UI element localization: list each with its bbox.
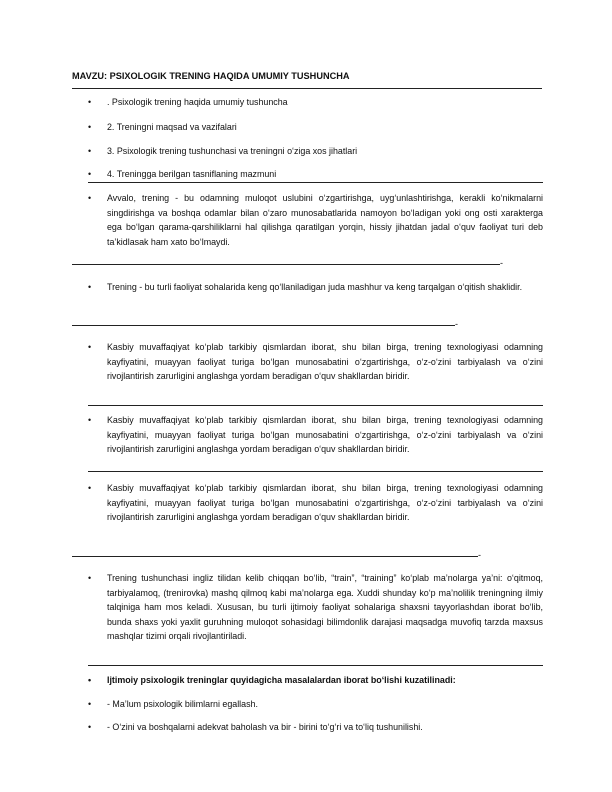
- list-item-text: - O‘zini va boshqalarni adekvat baholash va bir - birini to‘g‘ri va to‘liq tushunilishi.: [107, 722, 423, 732]
- list-item: [88, 673, 543, 689]
- separator-tail: -: [455, 319, 458, 329]
- list-item: [88, 280, 543, 310]
- bullet-icon: •: [88, 122, 92, 132]
- list-item-text: 3. Psixologik trening tushunchasi va treningni o‘ziga xos jihatlari: [107, 146, 358, 156]
- list-item: [88, 340, 543, 400]
- list-item-text: Trening - bu turli faoliyat sohalarida keng qo‘llaniladigan juda mashhur va keng tarqalgan o‘qitish shaklidir.: [107, 282, 523, 292]
- bullet-icon: •: [88, 97, 92, 107]
- list-item: [88, 144, 543, 160]
- list-item: [88, 720, 543, 736]
- list-item: [88, 191, 543, 251]
- bullet-icon: •: [88, 483, 92, 493]
- bullet-icon: •: [88, 573, 92, 583]
- list-item: [88, 413, 543, 473]
- bullet-icon: •: [88, 282, 92, 292]
- bullet-icon: •: [88, 415, 92, 425]
- item-underline: [88, 665, 543, 666]
- list-item-text: - Ma’lum psixologik bilimlarni egallash.: [107, 699, 258, 709]
- list-item-text: Avvalo, trening - bu odamning muloqot uslubini o‘zgartirishga, uyg‘unlashtirishga, kerakli ko‘nikmalarni singdirishga va boshqa odamlar bilan o‘zaro munosabatlarida namoyon bo‘ladigan yoki ong osti xarakterga ega bo‘lgan qarama-qarshiliklarni hal qilishga qaratilgan yorqin, hissiy jihatdan jadal o‘quv faoliyat turi deb ta’kidlasak ham xato bo‘lmaydi.: [107, 193, 543, 247]
- list-item: [88, 120, 543, 136]
- item-underline: [88, 182, 543, 183]
- bullet-icon: •: [88, 342, 92, 352]
- list-item-text: . Psixologik trening haqida umumiy tushuncha: [107, 97, 288, 107]
- bullet-icon: •: [88, 146, 92, 156]
- list-item: [88, 167, 543, 183]
- section-separator: [72, 264, 500, 265]
- list-item: [88, 481, 543, 541]
- section-separator: [72, 556, 478, 557]
- item-underline: [88, 471, 543, 472]
- list-item-text: 4. Treningga berilgan tasniflaning mazmuni: [107, 169, 277, 179]
- bullet-icon: •: [88, 675, 92, 685]
- page-title: MAVZU: PSIXOLOGIK TRENING HAQIDA UMUMIY TUSHUNCHA: [72, 71, 350, 81]
- separator-tail: -: [500, 258, 503, 268]
- list-item-text: Kasbiy muvaffaqiyat ko‘plab tarkibiy qismlardan iborat, shu bilan birga, trening texnologiyasi odamning kayfiyatini, muayyan faoliyat turiga bo‘lgan munosabatini o‘zgartirishga, o‘z-o‘zini tarbiyalash va o‘zini rivojlantirish zarurligini anglashga yordam beradigan o‘quv shakllardan biridir.: [107, 342, 543, 382]
- bullet-icon: •: [88, 193, 92, 203]
- bullet-icon: •: [88, 699, 92, 709]
- separator-tail: -: [478, 550, 481, 560]
- title-underline: [72, 88, 542, 89]
- list-item: [88, 571, 543, 661]
- list-item: [88, 697, 543, 713]
- list-item-text: 2. Treningni maqsad va vazifalari: [107, 122, 237, 132]
- section-separator: [72, 325, 455, 326]
- list-item: [88, 95, 543, 111]
- bullet-icon: •: [88, 722, 92, 732]
- list-item-text: Kasbiy muvaffaqiyat ko‘plab tarkibiy qismlardan iborat, shu bilan birga, trening texnologiyasi odamning kayfiyatini, muayyan faoliyat turiga bo‘lgan munosabatini o‘zgartirishga, o‘z-o‘zini tarbiyalash va o‘zini rivojlantirish zarurligini anglashga yordam beradigan o‘quv shakllardan biridir.: [107, 415, 543, 455]
- bullet-icon: •: [88, 169, 92, 179]
- list-item-text: Kasbiy muvaffaqiyat ko‘plab tarkibiy qismlardan iborat, shu bilan birga, trening texnologiyasi odamning kayfiyatini, muayyan faoliyat turiga bo‘lgan munosabatini o‘zgartirishga, o‘z-o‘zini tarbiyalash va o‘zini rivojlantirish zarurligini anglashga yordam beradigan o‘quv shakllardan biridir.: [107, 483, 543, 523]
- item-underline: [88, 405, 543, 406]
- list-item-heading: Ijtimoiy psixologik treninglar quyidagicha masalalardan iborat bo‘lishi kuzatilinadi:: [107, 675, 456, 685]
- list-item-text: Trening tushunchasi ingliz tilidan kelib chiqqan bo‘lib, “train”, “training” ko‘plab ma’nolarga ya’ni: o‘qitmoq, tarbiyalamoq, (trenirovka) mashq qilmoq kabi ma’nolarga ega. Xuddi shunday ko‘p ma’nolilik treningning ilmiy talqiniga ham mos keladi. Xususan, bu turli ijtimoiy faoliyat sohalariga shaxsni tayyorlashdan iborat bo‘lib, bunda shaxs yoki yaxlit guruhning muloqot sohasidagi bilimdonlik darajasi maqsadga muvofiq tarzda maxsus mashqlar tizimi orqali rivojlantiriladi.: [107, 573, 543, 642]
